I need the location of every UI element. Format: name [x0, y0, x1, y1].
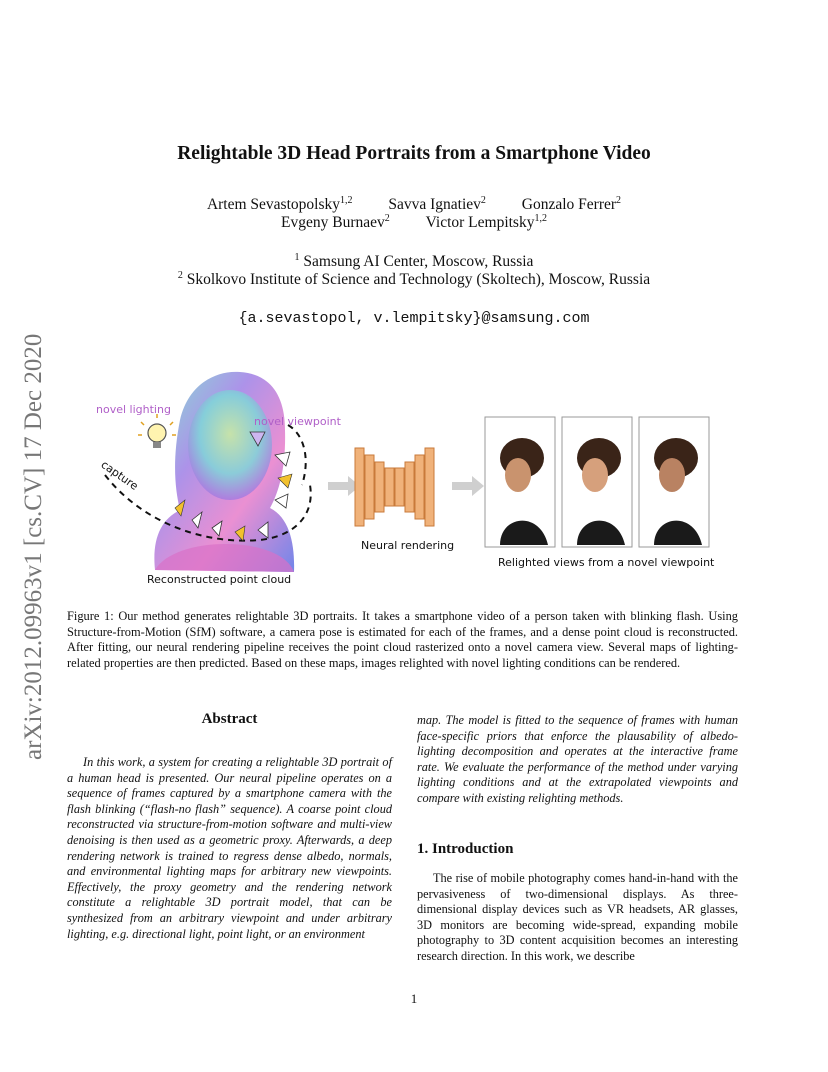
introduction-heading: 1. Introduction: [417, 841, 514, 857]
novel-lighting-label: novel lighting: [96, 403, 171, 416]
arxiv-stamp: arXiv:2012.09963v1 [cs.CV] 17 Dec 2020: [20, 333, 47, 760]
author: Victor Lempitsky$^{1,2}$: [425, 212, 547, 231]
neural-network-diagram: [355, 448, 434, 526]
introduction-text: The rise of mobile photography comes hand-in-hand with the pervasiveness of two-dimensional displays. As three-dimensional display devices such as VR headsets, AR glasses, 3D monitors are becoming wide-spread, expanding mobile photography to 3D content acquisition becomes an interesting research direction. In this work, we describe: [417, 871, 738, 963]
figure-1: [80, 360, 760, 595]
email: {a.sevastopol, v.lempitsky}@samsung.com: [238, 310, 590, 327]
point-cloud-label: Reconstructed point cloud: [147, 573, 292, 586]
abstract-text-left: In this work, a system for creating a relightable 3D portrait of a human head is presented. Our neural pipeline operates on a sequence of frames captured by a smartphone camera with the flash blinking (“flash-no flash” sequence). A coarse point cloud reconstructed via structure-from-motion software and multi-view denoising is then used as a geometric proxy. Afterwards, a deep rendering network is trained to regress dense albedo, normals, and environmental lighting maps for arbitrary new viewpoints. Effectively, the proxy geometry and the rendering network constitute a relightable 3D portrait model, that can be synthesized from an arbitrary viewpoint and under arbitrary lighting, e.g. directional light, point light, or an environment: [67, 755, 392, 941]
relighted-views-label: Relighted views from a novel viewpoint: [498, 556, 715, 569]
arrow-icon: [452, 476, 484, 496]
affiliation-1: $^1$ Samsung AI Center, Moscow, Russia: [294, 251, 534, 270]
affiliation-2: $^2$ Skolkovo Institute of Science and Technology (Skoltech), Moscow, Russia: [177, 269, 651, 288]
author: Savva Ignatiev$^2$: [388, 194, 486, 213]
lightbulb-icon: [138, 414, 176, 448]
page-number: 1: [410, 991, 418, 1006]
author: Gonzalo Ferrer$^2$: [521, 194, 622, 213]
relighted-views: [485, 417, 709, 547]
abstract-text-right: map. The model is fitted to the sequence of frames with human face-specific priors that enforce the plausability of albedo-lighting decomposition and operates at the interactive frame rate. We evaluate the performance of the method under varying lighting conditions and at the extrapolated viewpoints and compare with existing relighting methods.: [417, 713, 738, 805]
capture-label: capture: [98, 458, 141, 493]
abstract-heading: Abstract: [201, 711, 258, 727]
authors-line-2: [0, 214, 828, 232]
authors-line-1: [0, 196, 828, 214]
author: Evgeny Burnaev$^2$: [281, 212, 390, 231]
paper-title: Relightable 3D Head Portraits from a Smartphone Video: [177, 143, 651, 164]
neural-rendering-label: Neural rendering: [361, 539, 455, 552]
novel-viewpoint-label: novel viewpoint: [254, 415, 341, 428]
author: Artem Sevastopolsky$^{1,2}$: [206, 194, 353, 213]
point-cloud-bust: [154, 372, 294, 572]
figure-caption: Figure 1: Our method generates relightable 3D portraits. It takes a smartphone video of a person taken with blinking flash. Using Structure-from-Motion (SfM) software, a camera pose is estimated for each of the frames, and a dense point cloud is reconstructed. After fitting, our neural rendering pipeline receives the point cloud rasterized onto a novel camera view. Several maps of lighting-related properties are then predicted. Based on these maps, images relighted with novel lighting conditions can be rendered.: [67, 609, 738, 670]
